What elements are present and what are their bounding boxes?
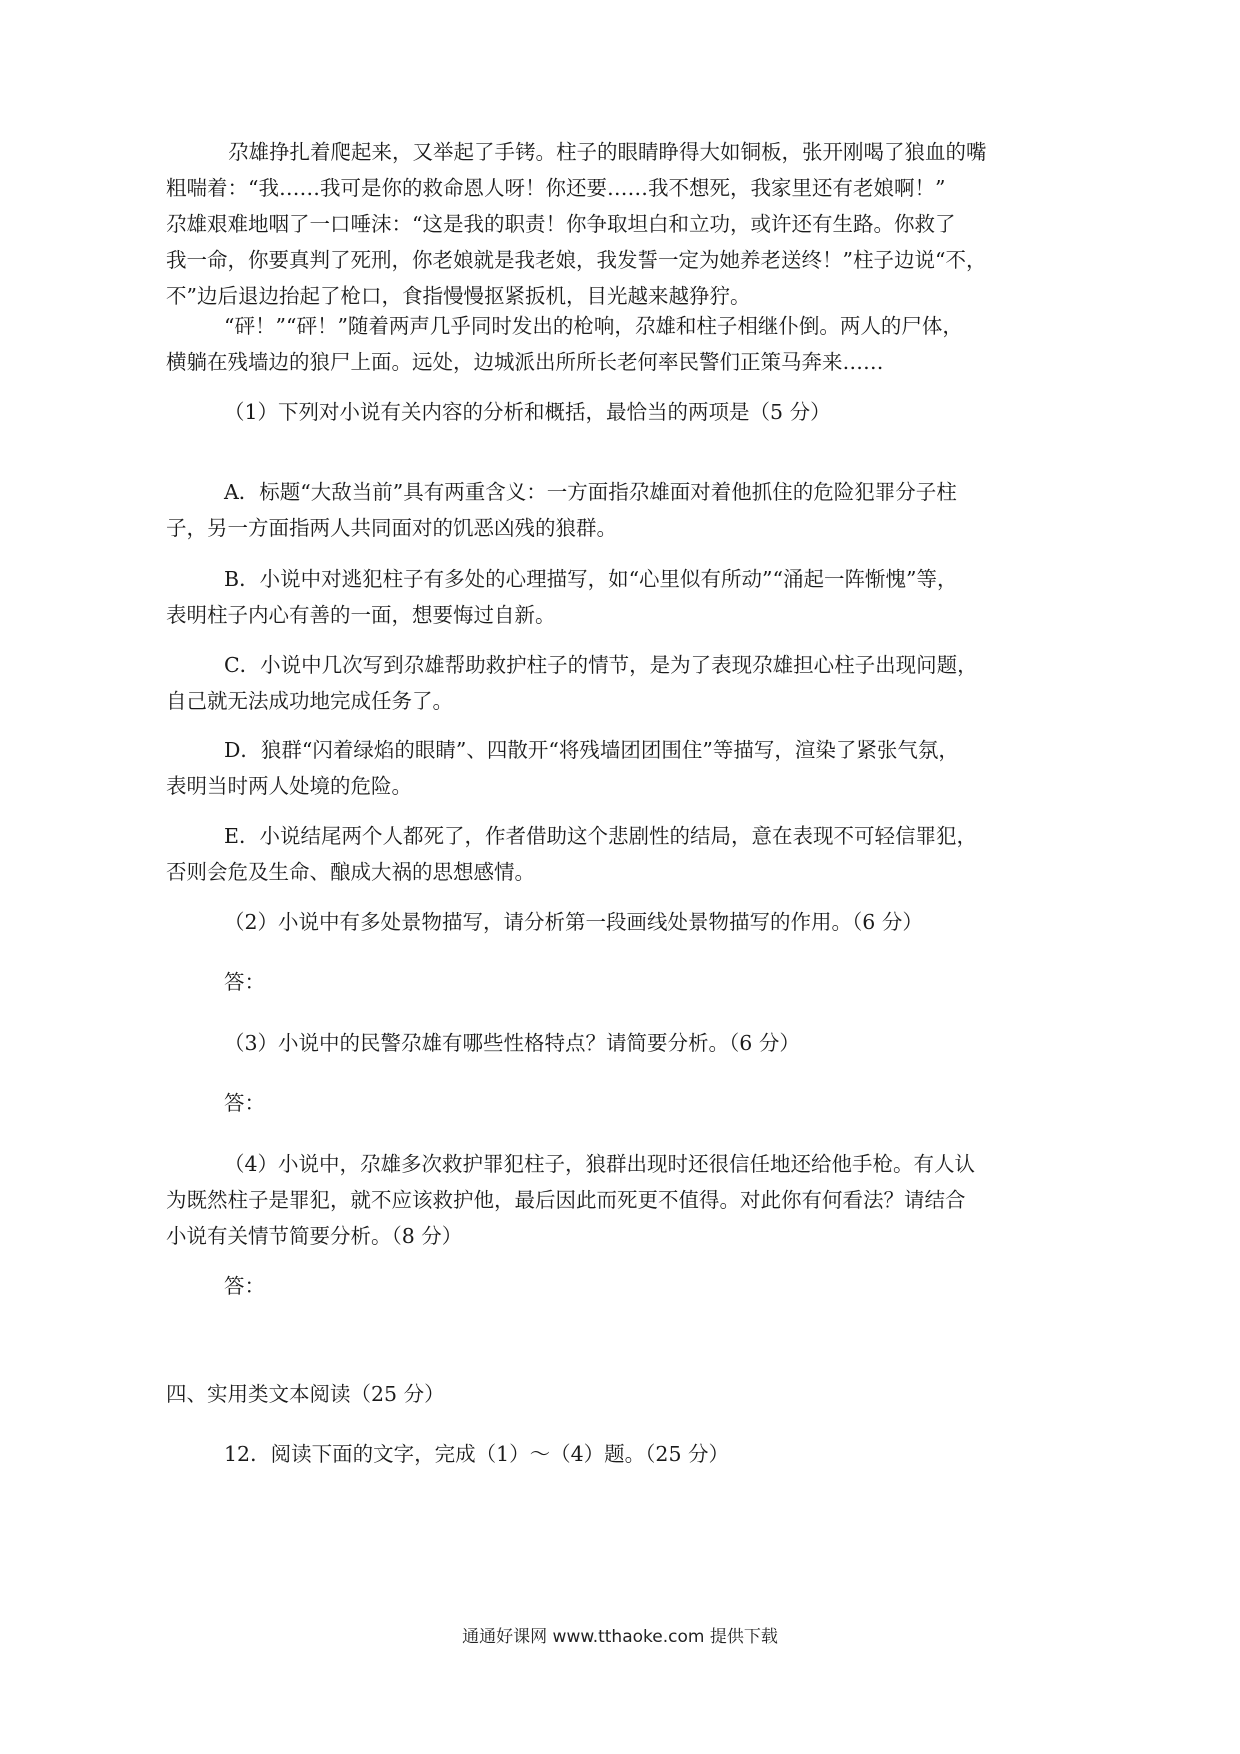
question-text: 12．阅读下面的文字，完成（1）～（4）题。（25 分） (224, 1442, 730, 1466)
answer-4 (166, 1268, 1070, 1304)
text-line: 我一命，你要真判了死刑，你老娘就是我老娘，我发誓一定为她养老送终！”柱子边说“不， (166, 248, 987, 272)
answer-label: 答： (224, 970, 265, 994)
text-line: 尕雄挣扎着爬起来，又举起了手铐。柱子的眼睛睁得大如铜板，张开刚喝了狼血的嘴 (228, 140, 987, 164)
text-line: D．狼群“闪着绿焰的眼睛”、四散开“将残墙团团围住”等描写，渲染了紧张气氛， (224, 738, 959, 762)
text-line: A．标题“大敌当前”具有两重含义：一方面指尕雄面对着他抓住的危险犯罪分子柱 (224, 480, 957, 504)
question-4 (166, 1146, 1070, 1254)
text-line: 否则会危及生命、酿成大祸的思想感情。 (166, 860, 535, 884)
option-e (166, 818, 1070, 890)
story-paragraph-2 (166, 308, 1070, 380)
text-line: 横躺在残墙边的狼尸上面。远处，边城派出所所长老何率民警们正策马奔来…… (166, 350, 884, 374)
option-b (166, 561, 1070, 633)
text-line: E．小说结尾两个人都死了，作者借助这个悲剧性的结局，意在表现不可轻信罪犯， (224, 824, 977, 848)
text-line: B．小说中对逃犯柱子有多处的心理描写，如“心里似有所动”“涌起一阵惭愧”等， (224, 567, 958, 591)
option-a (166, 474, 1070, 546)
text-line: “砰！”“砰！”随着两声几乎同时发出的枪响，尕雄和柱子相继仆倒。两人的尸体， (224, 314, 963, 338)
question-text: （1）下列对小说有关内容的分析和概括，最恰当的两项是（5 分） (224, 400, 831, 424)
text-line: （4）小说中，尕雄多次救护罪犯柱子，狼群出现时还很信任地还给他手枪。有人认 (224, 1152, 976, 1176)
question-2 (166, 904, 1070, 940)
text-line: 小说有关情节简要分析。（8 分） (166, 1224, 463, 1248)
question-text: （2）小说中有多处景物描写，请分析第一段画线处景物描写的作用。（6 分） (224, 910, 923, 934)
answer-3 (166, 1085, 1070, 1121)
answer-2 (166, 964, 1070, 1000)
text-line: 不”边后退边抬起了枪口，食指慢慢抠紧扳机，目光越来越狰狞。 (166, 284, 751, 308)
story-paragraph-1 (166, 134, 1070, 314)
option-d (166, 732, 1070, 804)
text-line: 为既然柱子是罪犯，就不应该救护他，最后因此而死更不值得。对此你有何看法？请结合 (166, 1188, 966, 1212)
question-1 (166, 394, 1070, 430)
text-line: 子，另一方面指两人共同面对的饥恶凶残的狼群。 (166, 516, 617, 540)
question-3 (166, 1025, 1070, 1061)
text-line: 表明当时两人处境的危险。 (166, 774, 412, 798)
text-line: 尕雄艰难地咽了一口唾沫：“这是我的职责！你争取坦白和立功，或许还有生路。你救了 (166, 212, 956, 236)
section-heading: 四、实用类文本阅读（25 分） (166, 1382, 445, 1406)
answer-label: 答： (224, 1091, 265, 1115)
page-footer: 通通好课网 www.tthaoke.com 提供下载 (462, 1627, 778, 1647)
question-text: （3）小说中的民警尕雄有哪些性格特点？请简要分析。（6 分） (224, 1031, 800, 1055)
text-line: 自己就无法成功地完成任务了。 (166, 689, 453, 713)
question-12 (166, 1436, 1070, 1472)
text-line: C．小说中几次写到尕雄帮助救护柱子的情节，是为了表现尕雄担心柱子出现问题， (224, 653, 978, 677)
text-line: 表明柱子内心有善的一面，想要悔过自新。 (166, 603, 556, 627)
text-line: 粗喘着：“我……我可是你的救命恩人呀！你还要……我不想死，我家里还有老娘啊！” (166, 176, 946, 200)
answer-label: 答： (224, 1274, 265, 1298)
option-c (166, 647, 1070, 719)
